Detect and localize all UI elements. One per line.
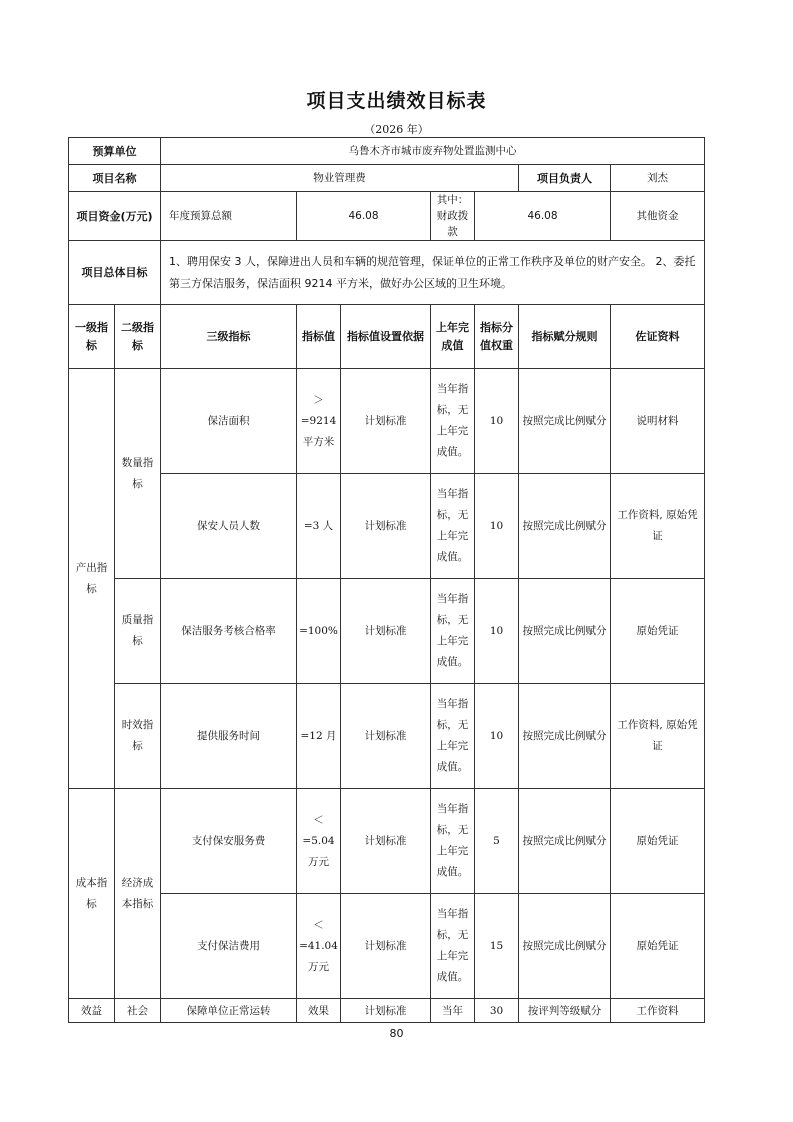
header-rule: 指标赋分规则 [519, 305, 611, 369]
indicator-weight: 15 [475, 894, 519, 999]
indicator-rule: 按照完成比例赋分 [519, 684, 611, 789]
indicator-basis: 计划标准 [341, 684, 431, 789]
indicator-evidence: 原始凭证 [611, 789, 705, 894]
indicator-last-year: 当年 [431, 999, 475, 1023]
annual-budget-label: 年度预算总额 [161, 192, 297, 241]
indicator-value: =100% [297, 579, 341, 684]
indicator-value: ＜=41.04 万元 [297, 894, 341, 999]
indicator-value: =12 月 [297, 684, 341, 789]
manager-label: 项目负责人 [519, 165, 611, 192]
indicator-rule: 按照完成比例赋分 [519, 789, 611, 894]
indicator-rule: 按照完成比例赋分 [519, 369, 611, 474]
indicator-basis: 计划标准 [341, 579, 431, 684]
indicator-value: ＜=5.04万元 [297, 789, 341, 894]
header-basis: 指标值设置依据 [341, 305, 431, 369]
group-economic: 经济成本指标 [115, 789, 161, 999]
page-year: （2026 年） [364, 123, 429, 136]
group-quality: 质量指标 [115, 579, 161, 684]
annual-budget-value: 46.08 [297, 192, 431, 241]
budget-unit-label: 预算单位 [69, 138, 161, 165]
indicator-rule: 按照完成比例赋分 [519, 474, 611, 579]
other-funds-label-text: 其他资金 [636, 209, 679, 222]
header-last-year: 上年完成值 [431, 305, 475, 369]
indicator-evidence: 说明材料 [611, 369, 705, 474]
indicator-value: =3 人 [297, 474, 341, 579]
funds-label: 项目资金(万元) [69, 192, 161, 241]
goal-text: 1、聘用保安 3 人，保障进出人员和车辆的规范管理，保证单位的正常工作秩序及单位的财产安全。 2、委托第三方保洁服务，保洁面积 9214 平方米，做好办公区域的卫生环境。 [161, 241, 705, 305]
indicator-last-year: 当年指标，无上年完成值。 [431, 894, 475, 999]
project-name-row [69, 165, 705, 192]
table-row [69, 474, 705, 579]
indicator-weight: 5 [475, 789, 519, 894]
indicator-last-year: 当年指标，无上年完成值。 [431, 369, 475, 474]
indicator-name: 保障单位正常运转 [161, 999, 297, 1023]
funds-row [69, 192, 705, 241]
table-row [69, 999, 705, 1023]
indicator-name: 保洁服务考核合格率 [161, 579, 297, 684]
indicator-rule: 按照完成比例赋分 [519, 579, 611, 684]
indicator-name: 支付保安服务费 [161, 789, 297, 894]
indicator-value: 效果 [297, 999, 341, 1023]
budget-unit-value: 乌鲁木齐市城市废弃物处置监测中心 [161, 138, 705, 165]
indicator-evidence: 工作资料 [611, 999, 705, 1023]
page-title: 项目支出绩效目标表 [306, 90, 487, 112]
indicator-weight: 10 [475, 369, 519, 474]
table-row [69, 684, 705, 789]
header-level1: 一级指标 [69, 305, 115, 369]
indicator-value: ＞=9214平方米 [297, 369, 341, 474]
indicator-evidence: 工作资料, 原始凭证 [611, 684, 705, 789]
group-cost: 成本指标 [69, 789, 115, 999]
group-social: 社会 [115, 999, 161, 1023]
indicator-weight: 10 [475, 474, 519, 579]
page-number: 80 [389, 1027, 404, 1040]
indicator-basis: 计划标准 [341, 894, 431, 999]
indicator-evidence: 工作资料, 原始凭证 [611, 474, 705, 579]
project-name-label: 项目名称 [69, 165, 161, 192]
indicator-basis: 计划标准 [341, 474, 431, 579]
budget-unit-row [69, 138, 705, 165]
manager-value: 刘杰 [611, 165, 705, 192]
table-row [69, 894, 705, 999]
indicator-basis: 计划标准 [341, 789, 431, 894]
indicator-evidence: 原始凭证 [611, 894, 705, 999]
goal-label: 项目总体目标 [69, 241, 161, 305]
indicator-last-year: 当年指标，无上年完成值。 [431, 789, 475, 894]
fiscal-label: 其中：财政拨款 [431, 192, 475, 241]
other-funds-label [611, 192, 705, 241]
header-weight: 指标分值权重 [475, 305, 519, 369]
group-output: 产出指标 [69, 369, 115, 789]
table-row [69, 369, 705, 474]
indicator-last-year: 当年指标，无上年完成值。 [431, 684, 475, 789]
indicator-basis: 计划标准 [341, 369, 431, 474]
indicator-last-year: 当年指标，无上年完成值。 [431, 579, 475, 684]
goal-row [69, 241, 705, 305]
indicator-basis: 计划标准 [341, 999, 431, 1023]
indicator-name: 保洁面积 [161, 369, 297, 474]
header-value: 指标值 [297, 305, 341, 369]
project-name-value: 物业管理费 [161, 165, 519, 192]
performance-table [68, 137, 705, 1023]
indicator-name: 保安人员人数 [161, 474, 297, 579]
indicator-name: 提供服务时间 [161, 684, 297, 789]
indicator-weight: 10 [475, 579, 519, 684]
header-level3: 三级指标 [161, 305, 297, 369]
indicator-weight: 10 [475, 684, 519, 789]
header-level2: 二级指标 [115, 305, 161, 369]
group-quantity: 数量指标 [115, 369, 161, 579]
indicator-rule: 按照完成比例赋分 [519, 894, 611, 999]
indicator-name: 支付保洁费用 [161, 894, 297, 999]
indicator-evidence: 原始凭证 [611, 579, 705, 684]
fiscal-value: 46.08 [475, 192, 611, 241]
group-benefit: 效益 [69, 999, 115, 1023]
indicator-rule: 按评判等级赋分 [519, 999, 611, 1023]
header-row [69, 305, 705, 369]
group-timeliness: 时效指标 [115, 684, 161, 789]
indicator-last-year: 当年指标，无上年完成值。 [431, 474, 475, 579]
header-evidence: 佐证资料 [611, 305, 705, 369]
table-row [69, 789, 705, 894]
indicator-weight: 30 [475, 999, 519, 1023]
table-row [69, 579, 705, 684]
